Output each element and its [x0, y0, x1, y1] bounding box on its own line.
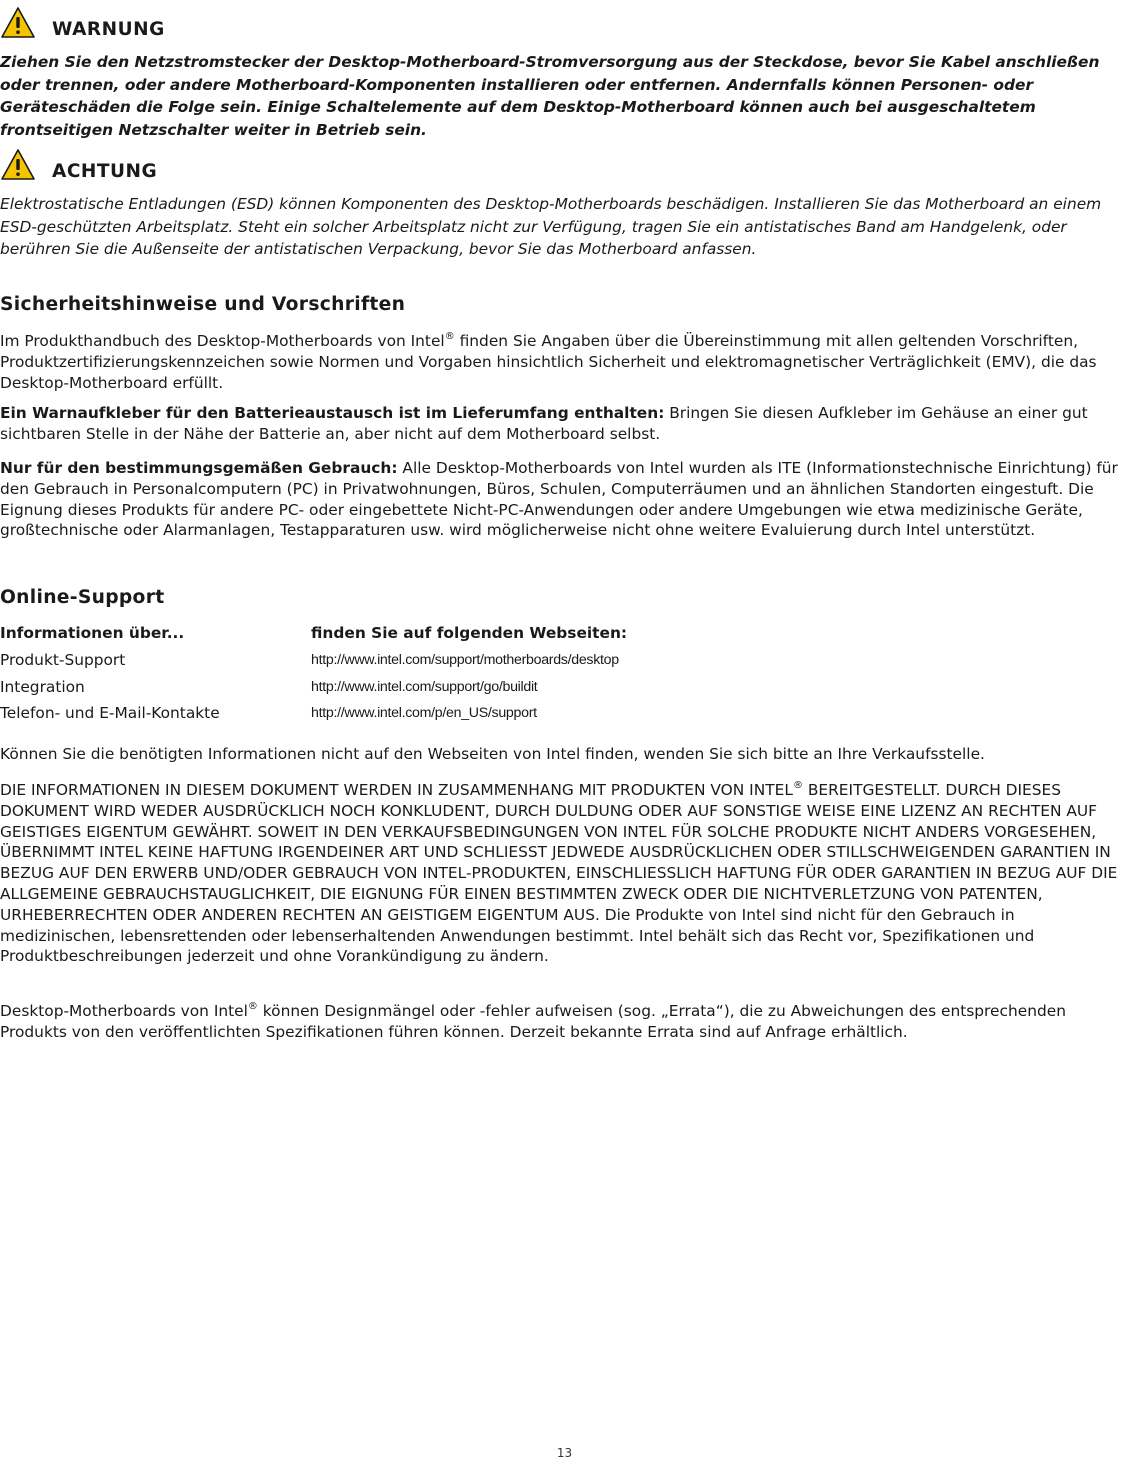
warning-header [0, 6, 165, 40]
legal-disclaimer-text: DIE INFORMATIONEN IN DIESEM DOKUMENT WERDEN IN ZUSAMMENHANG MIT PRODUKTEN VON INTEL [0, 781, 793, 799]
caution-header [0, 148, 157, 182]
support-table-header [0, 620, 627, 647]
intended-use-text: Alle Desktop-Motherboards von Intel wurden als ITE (Informationstechnische Einrichtung) für den Gebrauch in Personalcomputern (PC) in Privatwohnungen, Büros, Schulen, Computerräumen und an ähnlichen Standorten eingestuft. Die Eignung dieses Produkts für andere PC- oder eingebettete Nicht-PC-Anwendungen oder andere Umgebungen wie etwa medizinische Geräte, großtechnische oder Alarmanlagen, Testapparaturen usw. wird möglicherweise nicht ohne weitere Evaluierung durch Intel unterstützt. [0, 459, 1118, 540]
safety-intro [0, 331, 1129, 393]
column-header-pages: finden Sie auf folgenden Webseiten: [311, 624, 628, 643]
safety-intro-text: Im Produkthandbuch des Desktop-Motherboards von Intel [0, 332, 445, 350]
legal-disclaimer [0, 780, 1129, 967]
support-heading: Online-Support [0, 587, 165, 608]
registered-mark: ® [444, 331, 455, 342]
errata-notice-text: Desktop-Motherboards von Intel [0, 1002, 248, 1020]
registered-mark: ® [247, 1001, 258, 1012]
support-topic: Telefon- und E-Mail-Kontakte [0, 704, 220, 723]
registered-mark: ® [792, 780, 803, 791]
caution-text: Elektrostatische Entladungen (ESD) können Komponenten des Desktop-Motherboards beschädigen. Installieren Sie das Motherboard an einem ESD-geschützten Arbeitsplatz. Steht ein solcher Arbeitsplatz nicht zur Verfügung, tragen Sie ein antistatisches Band am Handgelenk, oder berühren Sie die Außenseite der antistatischen Verpackung, bevor Sie das Motherboard anfassen. [0, 195, 1102, 258]
support-table [0, 620, 627, 727]
page-number: 13 [556, 1446, 573, 1460]
errata-notice [0, 1001, 1129, 1043]
errata-notice-text-rest: können Designmängel oder -fehler aufweisen (sog. „Errata“), die zu Abweichungen des entsprechenden Produkts von den veröffentlichten Spezifikationen führen können. Derzeit bekannte Errata sind auf Anfrage erhältlich. [0, 1002, 1066, 1041]
battery-notice-text: Bringen Sie diesen Aufkleber im Gehäuse an einer gut sichtbaren Stelle in der Nähe der Batterie an, aber nicht auf dem Motherboard selbst. [0, 404, 1088, 443]
table-row [0, 673, 627, 700]
warning-triangle-icon [0, 6, 36, 40]
battery-notice-label: Ein Warnaufkleber für den Batterieaustausch ist im Lieferumfang enthalten: [0, 404, 665, 422]
intended-use-label: Nur für den bestimmungsgemäßen Gebrauch: [0, 459, 398, 477]
caution-title: ACHTUNG [52, 161, 158, 182]
support-link-product[interactable]: http://www.intel.com/support/motherboards/desktop [311, 652, 619, 669]
column-header-topic: Informationen über... [0, 624, 185, 643]
support-topic: Produkt-Support [0, 651, 126, 670]
warning-title: WARNUNG [52, 19, 165, 40]
intended-use-notice [0, 458, 1129, 541]
legal-disclaimer-text-rest: BEREITGESTELLT. DURCH DIESES DOKUMENT WIRD WEDER AUSDRÜCKLICH NOCH KONKLUDENT, DURCH DULDUNG ODER AUF SONSTIGE WEISE EINE LIZENZ AN RECHTEN AUF GEISTIGES EIGENTUM GEWÄHRT. SOWEIT IN DEN VERKAUFSBEDINGUNGEN VON INTEL FÜR SOLCHE PRODUKTE NICHT ANDERS VORGESEHEN, ÜBERNIMMT INTEL KEINE HAFTUNG IRGENDEINER ART UND SCHLIESST JEDWEDE AUSDRÜCKLICHEN ODER STILLSCHWEIGENDEN GARANTIEN IN BEZUG AUF DEN ERWERB UND/ODER GEBRAUCH VON INTEL-PRODUKTEN, EINSCHLIESSLICH HAFTUNG FÜR ODER GARANTIEN IN BEZUG AUF DIE ALLGEMEINE GEBRAUCHSTAUGLICHKEIT, DIE EIGNUNG FÜR EINEN BESTIMMTEN ZWECK ODER DIE NICHTVERLETZUNG VON PATENTEN, URHEBERRECHTEN ODER ANDEREN RECHTEN AN GEISTIGEM EIGENTUM AUS. Die Produkte von Intel sind nicht für den Gebrauch in medizinischen, lebensrettenden oder lebenserhaltenden Anwendungen bestimmt. Intel behält sich das Recht vor, Spezifikationen und Produktbeschreibungen jederzeit und ohne Vorankündigung zu ändern. [0, 781, 1118, 966]
support-link-integration[interactable]: http://www.intel.com/support/go/buildit [311, 678, 538, 695]
warning-text: Ziehen Sie den Netzstromstecker der Desktop-Motherboard-Stromversorgung aus der Steckdose, bevor Sie Kabel anschließen oder trennen, oder andere Motherboard-Komponenten installieren oder entfernen. Andernfalls können Personen- oder Geräteschäden die Folge sein. Einige Schaltelemente auf dem Desktop-Motherboard können auch bei ausgeschaltetem frontseitigen Netzschalter weiter in Betrieb sein. [0, 53, 1100, 139]
support-link-contacts[interactable]: http://www.intel.com/p/en_US/support [311, 705, 537, 722]
safety-intro-text-rest: finden Sie Angaben über die Übereinstimmung mit allen geltenden Vorschriften, Produktzertifizierungskennzeichen sowie Normen und Vorgaben hinsichtlich Sicherheit und elektromagnetischer Verträglichkeit (EMV), die das Desktop-Motherboard erfüllt. [0, 332, 1097, 392]
table-row [0, 647, 627, 674]
safety-heading: Sicherheitshinweise und Vorschriften [0, 294, 406, 315]
support-topic: Integration [0, 677, 85, 696]
battery-notice [0, 403, 1129, 445]
warning-triangle-icon [0, 148, 36, 182]
table-row [0, 700, 627, 727]
contact-note: Können Sie die benötigten Informationen nicht auf den Webseiten von Intel finden, wenden Sie sich bitte an Ihre Verkaufsstelle. [0, 745, 985, 763]
